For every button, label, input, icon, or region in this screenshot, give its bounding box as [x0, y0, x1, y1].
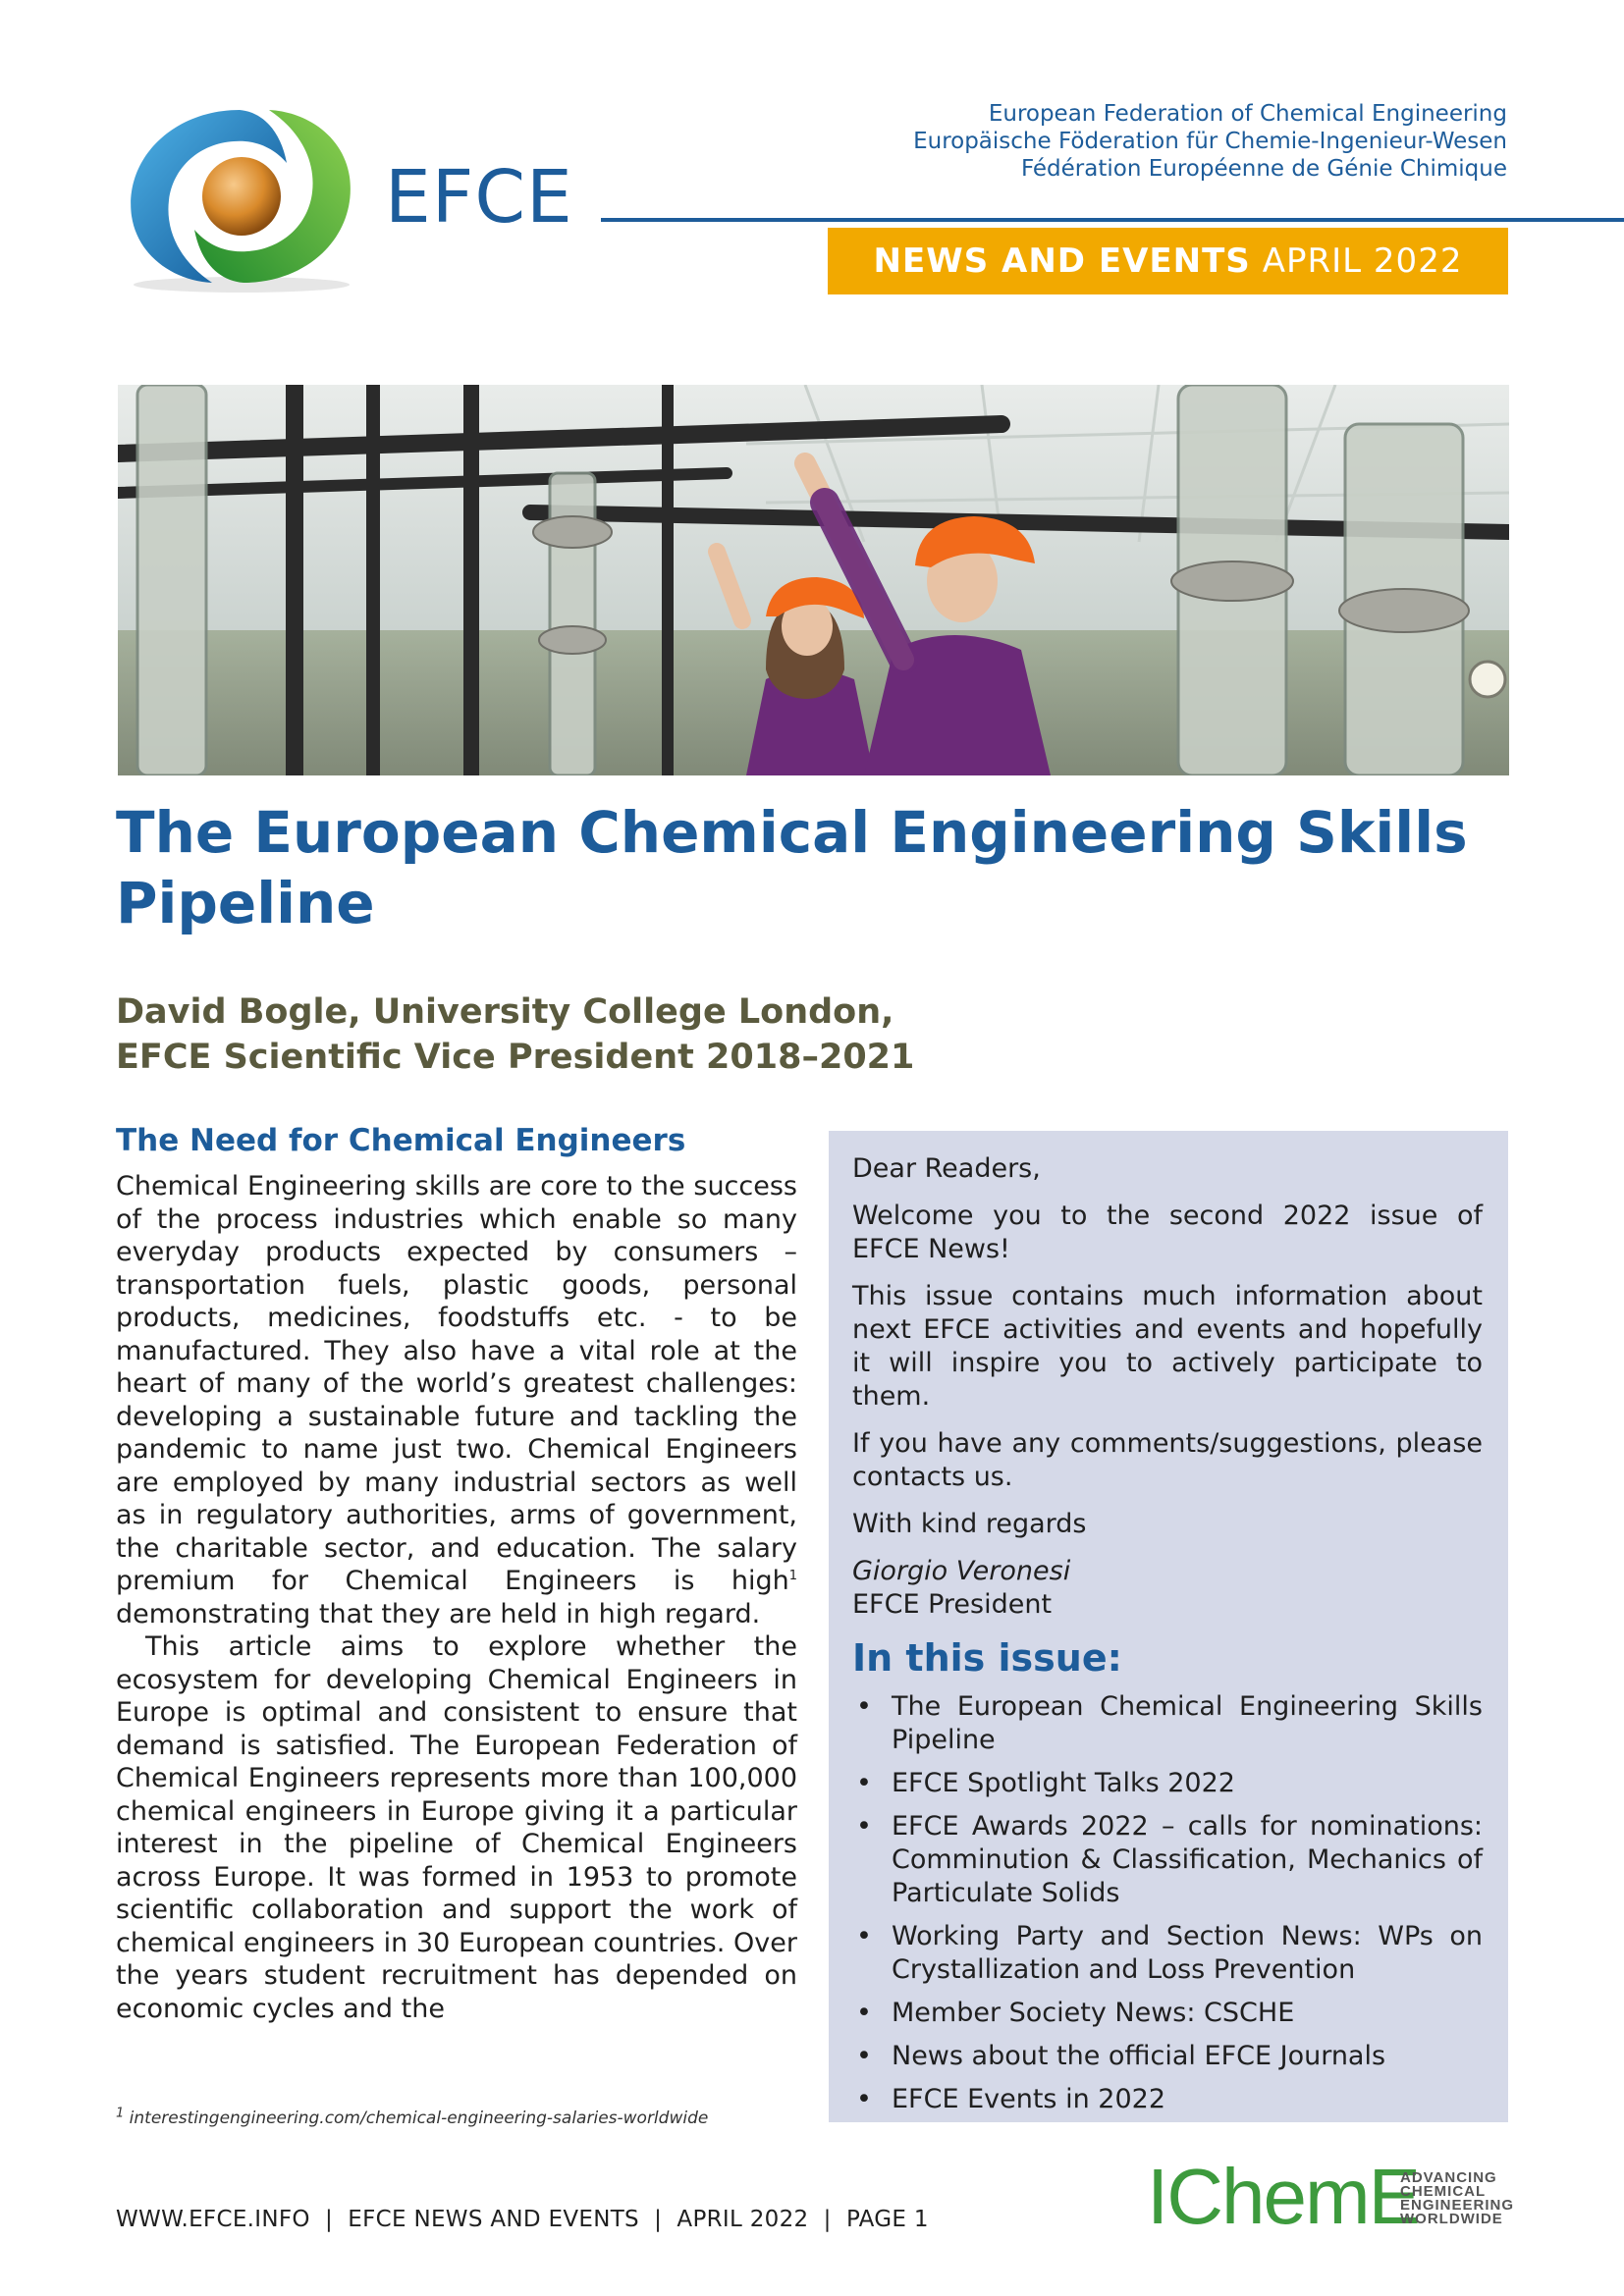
- tagline-line: WORLDWIDE: [1400, 2211, 1503, 2227]
- federation-name-de: Europäische Föderation für Chemie-Ingenieur-Wesen: [913, 129, 1507, 154]
- in-this-issue-heading: In this issue:: [852, 1636, 1122, 1680]
- efce-logo-icon: [114, 98, 369, 294]
- editorial-box: [829, 1131, 1508, 2122]
- article-author: [116, 989, 914, 1080]
- article-paragraph-2: This article aims to explore whether the ecosystem for developing Chemical Engineers in Europe is optimal and consistent to ensure that demand is satisfied. The European Federation of Chemical Engineers represents more than 100,000 chemical engineers in Europe giving it a particular interest in the pipeline of Chemical Engineers across Europe. It was formed in 1953 to promote scientific collaboration and support the work of chemical engineers in 30 European countries. Over the years student recruitment has depended on economic cycles and the: [116, 1631, 797, 2024]
- footnote: [116, 2106, 709, 2128]
- icheme-logo: IChemE: [1147, 2153, 1419, 2240]
- editorial-closing: With kind regards: [852, 1509, 1087, 1539]
- issue-list: [852, 1690, 1483, 2116]
- article-body: [116, 1170, 797, 2025]
- list-item: • EFCE Events in 2022: [852, 2083, 1483, 2116]
- editorial-paragraph-1: Welcome you to the second 2022 issue of EFCE News!: [852, 1201, 1483, 1264]
- para1-tail: demonstrating that they are held in high regard.: [116, 1598, 761, 1629]
- article-paragraph-1: [116, 1170, 797, 1630]
- news-events-banner: [828, 228, 1508, 294]
- author-line-1: David Bogle, University College London,: [116, 992, 894, 1032]
- federation-name-fr: Fédération Européenne de Génie Chimique: [1020, 156, 1507, 182]
- section-heading: The Need for Chemical Engineers: [116, 1123, 686, 1158]
- footnote-number: 1: [116, 2106, 125, 2121]
- icheme-tagline: [1400, 2171, 1514, 2226]
- editorial-greeting: Dear Readers,: [852, 1153, 1041, 1184]
- list-item: • The European Chemical Engineering Skills Pipeline: [852, 1690, 1483, 1757]
- editorial-role: EFCE President: [852, 1589, 1053, 1620]
- list-item: • Working Party and Section News: WPs on Crystallization and Loss Prevention: [852, 1920, 1483, 1987]
- editorial-paragraph-2: This issue contains much information about next EFCE activities and events and hopefully it will inspire you to actively participate to them.: [852, 1281, 1483, 1412]
- para1-text: Chemical Engineering skills are core to the success of the process industries which enable so many everyday products expected by consumers – transportation fuels, plastic goods, personal products, medicines, foodstuffs etc. - to be manufactured. They also have a vital role at the heart of many of the world’s greatest challenges: developing a sustainable future and tackling the pandemic to name just two. Chemical Engineers are employed by many industrial sectors as well as in regulatory authorities, arms of government, the charitable sector, and education. The salary premium for Chemical Engineers is high: [116, 1171, 797, 1596]
- footnote-text: interestingengineering.com/chemical-engineering-salaries-worldwide: [124, 2109, 709, 2128]
- list-item: • Member Society News: CSCHE: [852, 1997, 1483, 2030]
- tagline-line: ENGINEERING: [1400, 2197, 1515, 2214]
- efce-wordmark: EFCE: [385, 155, 573, 240]
- editorial-signature: Giorgio Veronesi: [852, 1556, 1071, 1586]
- article-title: The European Chemical Engineering Skills Pipeline: [116, 799, 1468, 936]
- page-footer: WWW.EFCE.INFO | EFCE NEWS AND EVENTS | APRIL 2022 | PAGE 1: [116, 2207, 929, 2232]
- federation-name-en: European Federation of Chemical Engineering: [988, 101, 1507, 127]
- list-item: • EFCE Spotlight Talks 2022: [852, 1767, 1483, 1800]
- editorial-content: [852, 1152, 1483, 2126]
- editorial-paragraph-3: If you have any comments/suggestions, please contacts us.: [852, 1428, 1483, 1492]
- header-rule: [601, 218, 1624, 222]
- banner-date: APRIL 2022: [1262, 241, 1463, 281]
- list-item: • EFCE Awards 2022 – calls for nominations: Comminution & Classification, Mechanics of Particulate Solids: [852, 1810, 1483, 1910]
- banner-title: NEWS AND EVENTS: [873, 241, 1251, 281]
- tagline-line: CHEMICAL: [1400, 2183, 1487, 2200]
- hero-photo: [118, 385, 1509, 775]
- federation-names: [913, 100, 1507, 183]
- author-line-2: EFCE Scientific Vice President 2018–2021: [116, 1038, 915, 1077]
- list-item: • News about the official EFCE Journals: [852, 2040, 1483, 2073]
- footnote-ref: 1: [788, 1569, 797, 1583]
- tagline-line: ADVANCING: [1400, 2169, 1497, 2186]
